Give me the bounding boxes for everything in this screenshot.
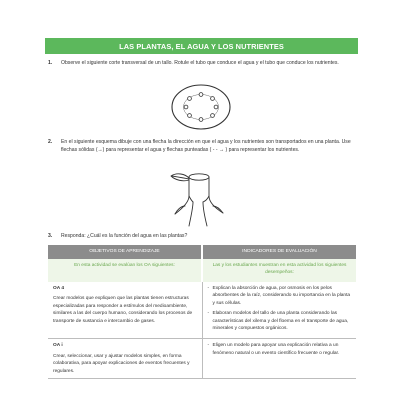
learning-objectives-table [48, 245, 356, 379]
question-text: Responda: ¿Cuál es la función del agua en las plantas? [61, 233, 188, 239]
table-row [48, 339, 356, 379]
plant-stem-root-figure [163, 168, 233, 228]
question-number: 1. [48, 60, 53, 66]
section-title: LAS PLANTAS, EL AGUA Y LOS NUTRIENTES [45, 38, 358, 54]
objective-code: OA 4 [53, 286, 65, 291]
indicator-text: Elaboran modelos del tallo de una planta considerando las características del xilema y del floema en el transporte de agua, minerales y compuestos orgánicos. [212, 311, 349, 332]
table-header: INDICADORES DE EVALUACIÓN [202, 245, 356, 259]
question-text: En el siguiente esquema dibuje con una flecha la dirección en que el agua y los nutrientes son transportados en una planta. Use flechas sólidas (→) para representar el agua y flechas punteadas ( - - → ) para representar los nutrientes. [61, 139, 351, 153]
bullet: - [207, 286, 210, 291]
objective-cell [48, 339, 202, 379]
indicator-item [208, 342, 352, 357]
indicator-cell [202, 282, 356, 339]
table-row [48, 282, 356, 339]
stem-cross-section-figure [170, 84, 232, 130]
objective-text: Crear modelos que expliquen que las plantas tienen estructuras especializadas para responder a estímulos del medioambiente, similares a las del cuerpo humano, considerando los procesos de transporte de sustancia e intercambio de gases. [53, 296, 193, 324]
objective-code: OA i [53, 343, 63, 349]
table-subheader: Las y los estudiantes muestran en esta actividad los siguientes desempeños: [202, 259, 356, 282]
indicator-item [208, 310, 352, 332]
objective-cell [48, 282, 202, 339]
indicator-item [208, 285, 352, 307]
table-header: OBJETIVOS DE APRENDIZAJE [48, 245, 202, 259]
question-number: 3. [48, 233, 53, 239]
question-number: 2. [48, 139, 53, 145]
bullet: - [207, 311, 210, 317]
indicator-text: Eligen un modelo para apoyar una explicación relativa a un fenómeno natural o un evento científico frecuente o regular. [212, 343, 340, 356]
question-text: Observe el siguiente corte transversal de un tallo. Rotule el tubo que conduce el agua y el tubo que conduce los nutrientes. [61, 60, 339, 66]
table-subheader: En esta actividad se evalúan los OA siguientes: [48, 259, 202, 282]
indicator-text: Explican la absorción de agua, por osmosis en los pelos absorbentes de la raíz, considerando su importancia en la planta y sus células. [212, 286, 351, 306]
bullet: - [207, 343, 210, 349]
objective-text: Crear, seleccionar, usar y ajustar modelos simples, en forma colaborativa, para apoyar explicaciones de eventos frecuentes y regulares. [53, 353, 190, 374]
indicator-cell [202, 339, 356, 379]
